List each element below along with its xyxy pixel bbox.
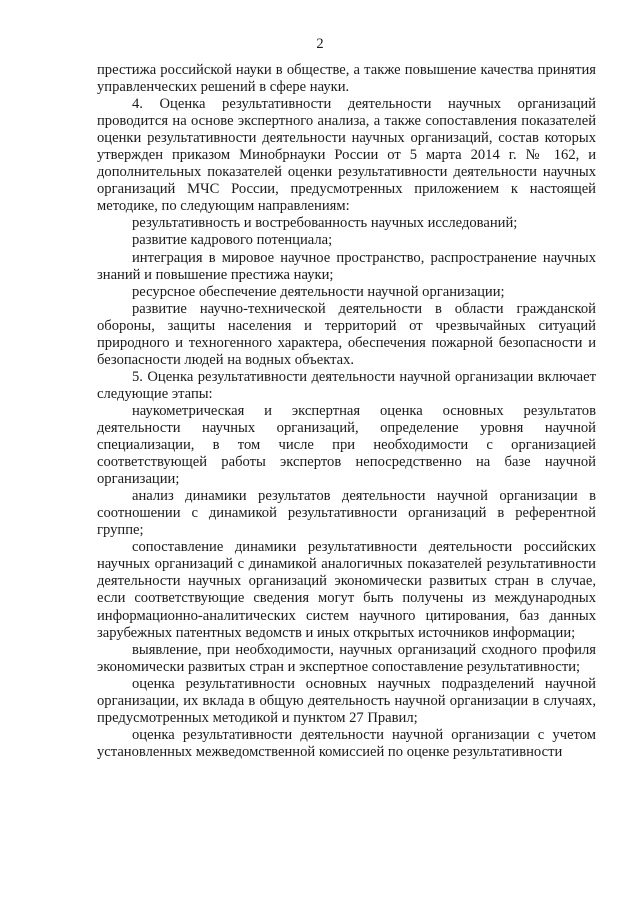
- page-number: 2: [316, 36, 324, 52]
- paragraph-stage-scientometric: наукометрическая и экспертная оценка основных результатов деятельности научных организаций, определение уровня научной специализации, в том числе при необходимости с организацией соответствующей работы экспертов непосредственно на базе научной организации;: [97, 402, 596, 488]
- paragraph-item-4: 4. Оценка результативности деятельности научных организаций проводится на основе экспертного анализа, а также сопоставления показателей оценки результативности деятельности научных организаций, состав которых утвержден приказом Минобрнауки России от 5 марта 2014 г. № 162, и дополнительных показателей оценки результативности деятельности научных организаций МЧС России, предусмотренных приложением к настоящей методике, по следующим направлениям:: [97, 96, 596, 215]
- paragraph-stage-subdivisions: оценка результативности основных научных подразделений научной организации, их вклада в общую деятельность научной организации в случаях, предусмотренных методикой и пунктом 27 Правил;: [97, 675, 596, 726]
- paragraph-direction-integration: интеграция в мировое научное пространство, распространение научных знаний и повышение престижа науки;: [97, 249, 596, 283]
- paragraph-stage-identification: выявление, при необходимости, научных организаций сходного профиля экономически развитых стран и экспертное сопоставление результативности;: [97, 641, 596, 675]
- paragraph-stage-commission: оценка результативности деятельности научной организации с учетом установленных межведомственной комиссией по оценке результативности: [97, 726, 596, 760]
- paragraph-continuation: престижа российской науки в обществе, а также повышение качества принятия управленческих решений в сфере науки.: [97, 62, 596, 96]
- paragraph-item-5: 5. Оценка результативности деятельности научной организации включает следующие этапы:: [97, 368, 596, 402]
- paragraph-direction-resources: ресурсное обеспечение деятельности научной организации;: [132, 283, 505, 300]
- paragraph-direction-research: результативность и востребованность научных исследований;: [132, 215, 518, 232]
- paragraph-stage-comparison: сопоставление динамики результативности деятельности российских научных организаций с динамикой аналогичных показателей результативности деятельности научных организаций экономически развитых стран в случае, если соответствующие сведения могут быть получены из международных информационно-аналитических систем научного цитирования, баз данных зарубежных патентных ведомств и иных открытых источников информации;: [97, 539, 596, 641]
- paragraph-direction-civil-defense: развитие научно-технической деятельности в области гражданской обороны, защиты населения и территорий от чрезвычайных ситуаций природного и техногенного характера, обеспечения пожарной безопасности и безопасности людей на водных объектах.: [97, 300, 596, 368]
- document-body: [97, 62, 596, 761]
- paragraph-direction-personnel: развитие кадрового потенциала;: [132, 232, 333, 249]
- paragraph-stage-dynamics: анализ динамики результатов деятельности научной организации в соотношении с динамикой результативности организаций в референтной группе;: [97, 488, 596, 539]
